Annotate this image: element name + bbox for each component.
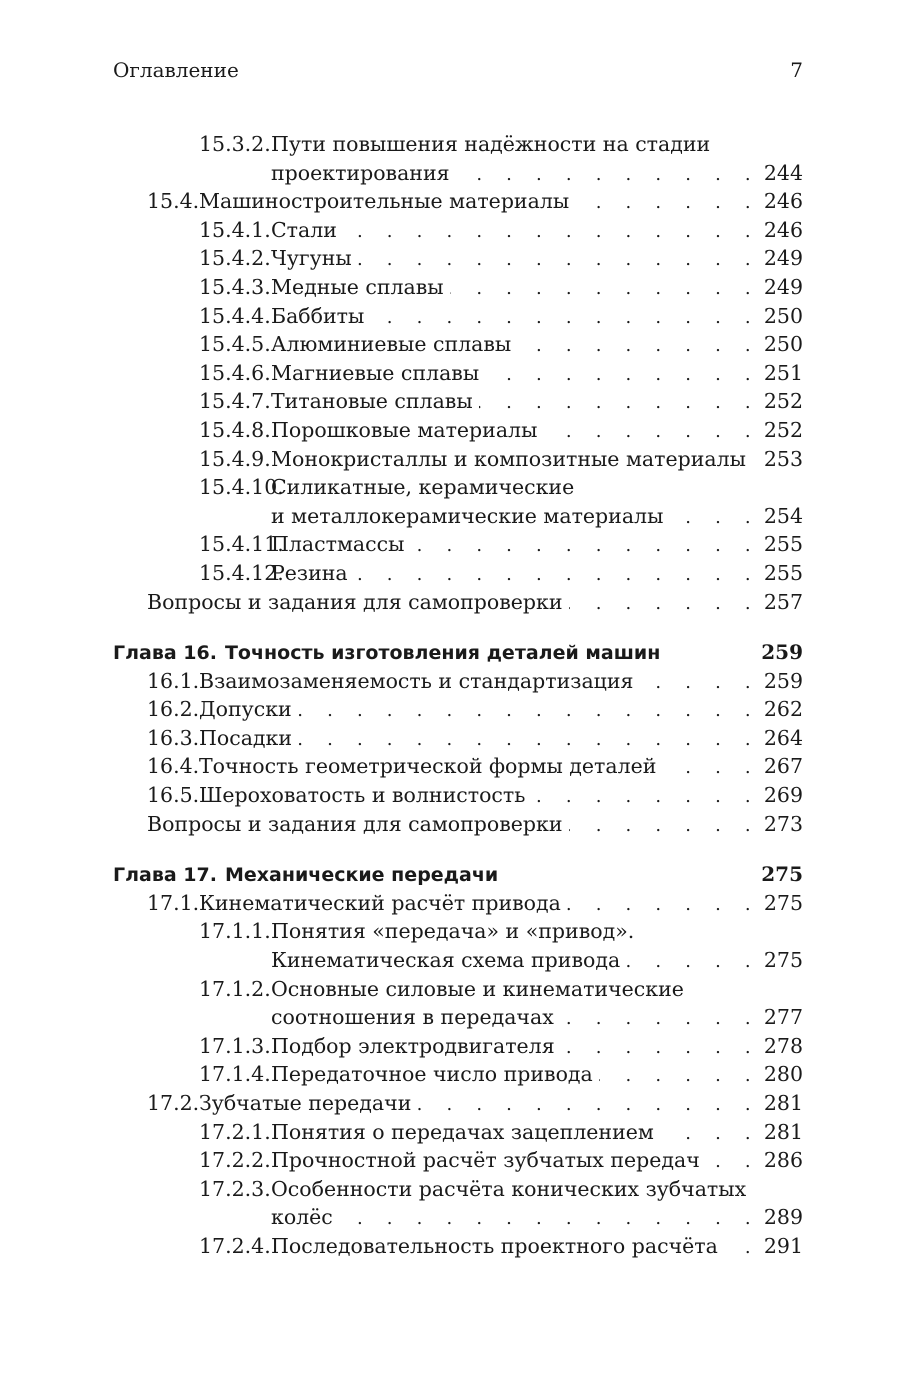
- entry-number: 15.4.: [147, 189, 200, 214]
- entry-number: 17.2.: [147, 1091, 200, 1115]
- entry-title: Кинематическая схема привода: [271, 948, 621, 973]
- entry-page: 275: [763, 890, 803, 915]
- toc-entry[interactable]: [113, 667, 803, 696]
- entry-number: 17.2.2.: [199, 1148, 271, 1173]
- dot-leader: [639, 669, 759, 698]
- entry-number: 17.1.2.: [199, 976, 271, 1001]
- toc-entry-continuation[interactable]: [113, 502, 803, 531]
- entry-title: Посадки: [199, 725, 293, 750]
- entry-title: Резина: [271, 560, 348, 585]
- dot-leader: [543, 418, 759, 447]
- entry-title: Шероховатость и волнистость: [199, 783, 526, 808]
- toc-entry[interactable]: [113, 387, 803, 416]
- entry-title: Основные силовые и кинематические: [271, 976, 684, 1001]
- toc-entry[interactable]: [113, 1060, 803, 1089]
- entry-title: Передаточное число привода: [271, 1062, 593, 1087]
- dot-leader: [569, 590, 760, 619]
- toc-entry-continuation[interactable]: [113, 1003, 803, 1032]
- entry-title: колёс: [271, 1205, 333, 1230]
- dot-leader: [354, 561, 760, 590]
- toc-entry[interactable]: [113, 1232, 803, 1261]
- entry-title: Машиностроительные материалы: [199, 189, 570, 214]
- entry-title: Стали: [271, 217, 337, 242]
- entry-title: Понятия «передача» и «привод».: [271, 919, 635, 944]
- header-title: Оглавление: [113, 58, 239, 82]
- entry-page: 281: [763, 1091, 803, 1115]
- entry-title: Порошковые материалы: [271, 417, 538, 442]
- entry-title: Вопросы и задания для самопроверки: [147, 811, 563, 836]
- entry-title: Допуски: [199, 697, 292, 722]
- toc-entry[interactable]: [113, 359, 803, 388]
- dot-leader: [752, 447, 760, 476]
- toc-entry[interactable]: [113, 302, 803, 331]
- chapter-title: Механические передачи: [224, 864, 499, 887]
- entry-title: Магниевые сплавы: [271, 360, 480, 385]
- toc-entry[interactable]: [113, 1089, 803, 1118]
- toc-entry[interactable]: [113, 273, 803, 302]
- chapter-number: Глава 16.: [113, 642, 217, 665]
- entry-page: 244: [763, 160, 803, 185]
- toc-entry[interactable]: [113, 1118, 803, 1147]
- dot-leader: [560, 1005, 760, 1034]
- dot-leader: [569, 812, 760, 841]
- dot-leader: [531, 783, 759, 812]
- dot-leader: [479, 389, 760, 418]
- entry-number: 15.4.6.: [199, 360, 271, 385]
- toc-entry[interactable]: [113, 445, 803, 474]
- entry-title: Медные сплавы: [271, 274, 444, 299]
- entry-number: 17.1.3.: [199, 1033, 271, 1058]
- dot-leader: [567, 891, 760, 920]
- entry-number: 15.4.10.: [199, 475, 284, 500]
- entry-title: Взаимозаменяемость и стандартизация: [199, 668, 634, 693]
- toc-entry[interactable]: [113, 588, 803, 617]
- entry-number: 16.5.: [147, 783, 200, 808]
- toc-entry[interactable]: [113, 975, 803, 1004]
- entry-page: 253: [763, 446, 803, 471]
- entry-number: 17.2.3.: [199, 1176, 271, 1201]
- chapter-page: 275: [761, 862, 803, 887]
- entry-page: 269: [763, 783, 803, 808]
- entry-page: 277: [763, 1005, 803, 1030]
- toc-entry[interactable]: [113, 724, 803, 753]
- entry-number: 16.2.: [147, 697, 200, 722]
- entry-number: 15.4.1.: [199, 217, 271, 242]
- entry-number: 15.4.9.: [199, 446, 271, 471]
- entry-page: 246: [763, 217, 803, 242]
- entry-page: 252: [763, 417, 803, 442]
- toc-entry[interactable]: [113, 1175, 803, 1204]
- entry-page: 291: [763, 1233, 803, 1258]
- toc-entry[interactable]: [113, 244, 803, 273]
- toc-entry[interactable]: [113, 1032, 803, 1061]
- entry-title: Баббиты: [271, 303, 365, 328]
- dot-leader: [724, 1234, 760, 1263]
- entry-number: 15.4.7.: [199, 389, 271, 414]
- entry-page: 264: [763, 725, 803, 750]
- entry-number: 17.1.1.: [199, 919, 271, 944]
- toc-entry[interactable]: [113, 187, 803, 216]
- entry-page: 273: [763, 811, 803, 836]
- entry-number: 15.4.12.: [199, 560, 284, 585]
- toc-entry-continuation[interactable]: [113, 1203, 803, 1232]
- dot-leader: [517, 332, 760, 361]
- running-header: [113, 58, 803, 82]
- entry-page: 249: [763, 246, 803, 271]
- toc-entry-continuation[interactable]: [113, 946, 803, 975]
- entry-page: 249: [763, 274, 803, 299]
- toc-entry[interactable]: [113, 695, 803, 724]
- chapter-page: 259: [761, 640, 803, 665]
- entry-title: Монокристаллы и композитные материалы: [271, 446, 746, 471]
- entry-title: Особенности расчёта конических зубчатых: [271, 1176, 747, 1201]
- toc-entry[interactable]: [113, 530, 803, 559]
- entry-number: 17.1.4.: [199, 1062, 271, 1087]
- entry-page: 254: [763, 503, 803, 528]
- toc-entry[interactable]: [113, 810, 803, 839]
- entry-number: 15.4.3.: [199, 274, 271, 299]
- entry-page: 251: [763, 360, 803, 385]
- dot-leader: [298, 726, 760, 755]
- chapter-title: Точность изготовления деталей машин: [224, 642, 661, 665]
- toc-entry[interactable]: [113, 130, 803, 159]
- entry-number: 15.4.4.: [199, 303, 271, 328]
- toc-entry[interactable]: [113, 889, 803, 918]
- entry-title: Кинематический расчёт привода: [199, 890, 561, 915]
- entry-page: 250: [763, 332, 803, 357]
- entry-page: 275: [763, 948, 803, 973]
- entry-number: 17.1.: [147, 890, 200, 915]
- entry-title: Алюминиевые сплавы: [271, 332, 512, 357]
- entry-title: Последовательность проектного расчёта: [271, 1233, 718, 1258]
- entry-title: Зубчатые передачи: [199, 1091, 412, 1115]
- entry-number: 15.4.5.: [199, 332, 271, 357]
- entry-number: 16.1.: [147, 668, 200, 693]
- entry-title: Силикатные, керамические: [271, 475, 575, 500]
- chapter-heading[interactable]: [113, 638, 803, 667]
- dot-leader: [370, 304, 760, 333]
- entry-number: 15.4.11.: [199, 532, 284, 557]
- toc-entry[interactable]: [113, 473, 803, 502]
- toc-entry[interactable]: [113, 330, 803, 359]
- entry-title: Понятия о передачах зацеплением: [271, 1119, 654, 1144]
- toc-entry[interactable]: [113, 917, 803, 946]
- dot-leader: [660, 1120, 760, 1149]
- dot-leader: [706, 1148, 760, 1177]
- entry-page: 281: [763, 1119, 803, 1144]
- entry-number: 15.4.8.: [199, 417, 271, 442]
- entry-title: Точность геометрической формы деталей: [199, 754, 657, 779]
- entry-page: 259: [763, 668, 803, 693]
- entry-page: 267: [763, 754, 803, 779]
- toc-entry-continuation[interactable]: [113, 159, 803, 188]
- table-of-contents: [113, 130, 803, 1261]
- dot-leader: [599, 1062, 760, 1091]
- entry-page: 252: [763, 389, 803, 414]
- dot-leader: [343, 218, 760, 247]
- entry-page: 262: [763, 697, 803, 722]
- entry-number: 15.4.2.: [199, 246, 271, 271]
- entry-page: 255: [763, 532, 803, 557]
- entry-page: 289: [763, 1205, 803, 1230]
- entry-title: Пластмассы: [271, 532, 405, 557]
- dot-leader: [410, 532, 759, 561]
- entry-title: Титановые сплавы: [271, 389, 473, 414]
- header-page-number: 7: [790, 58, 803, 82]
- dot-leader: [662, 754, 759, 783]
- toc-entry[interactable]: [113, 416, 803, 445]
- dot-leader: [626, 948, 760, 977]
- entry-title: проектирования: [271, 160, 450, 185]
- entry-page: 250: [763, 303, 803, 328]
- entry-number: 16.4.: [147, 754, 200, 779]
- toc-entry[interactable]: [113, 752, 803, 781]
- entry-page: 280: [763, 1062, 803, 1087]
- toc-entry[interactable]: [113, 559, 803, 588]
- entry-title: Чугуны: [271, 246, 352, 271]
- entry-number: 17.2.4.: [199, 1233, 271, 1258]
- toc-entry[interactable]: [113, 1146, 803, 1175]
- entry-number: 15.3.2.: [199, 132, 271, 156]
- entry-title: и металлокерамические материалы: [271, 503, 664, 528]
- entry-page: 286: [763, 1148, 803, 1173]
- dot-leader: [298, 697, 760, 726]
- entry-page: 278: [763, 1033, 803, 1058]
- dot-leader: [339, 1205, 760, 1234]
- dot-leader: [575, 189, 760, 218]
- dot-leader: [456, 161, 760, 190]
- dot-leader: [417, 1091, 759, 1120]
- chapter-heading[interactable]: [113, 860, 803, 889]
- chapter-number: Глава 17.: [113, 864, 217, 887]
- entry-title: Подбор электродвигателя: [271, 1033, 555, 1058]
- entry-page: 255: [763, 560, 803, 585]
- toc-entry[interactable]: [113, 216, 803, 245]
- entry-title: Прочностной расчёт зубчатых передач: [271, 1148, 700, 1173]
- toc-entry[interactable]: [113, 781, 803, 810]
- dot-leader: [450, 275, 760, 304]
- dot-leader: [669, 504, 759, 533]
- entry-number: 16.3.: [147, 725, 200, 750]
- entry-title: Пути повышения надёжности на стадии: [271, 132, 711, 156]
- dot-leader: [561, 1034, 760, 1063]
- entry-number: 17.2.1.: [199, 1119, 271, 1144]
- dot-leader: [358, 246, 760, 275]
- entry-page: 246: [763, 189, 803, 214]
- dot-leader: [485, 361, 760, 390]
- entry-title: соотношения в передачах: [271, 1005, 554, 1030]
- entry-page: 257: [763, 589, 803, 614]
- entry-title: Вопросы и задания для самопроверки: [147, 589, 563, 614]
